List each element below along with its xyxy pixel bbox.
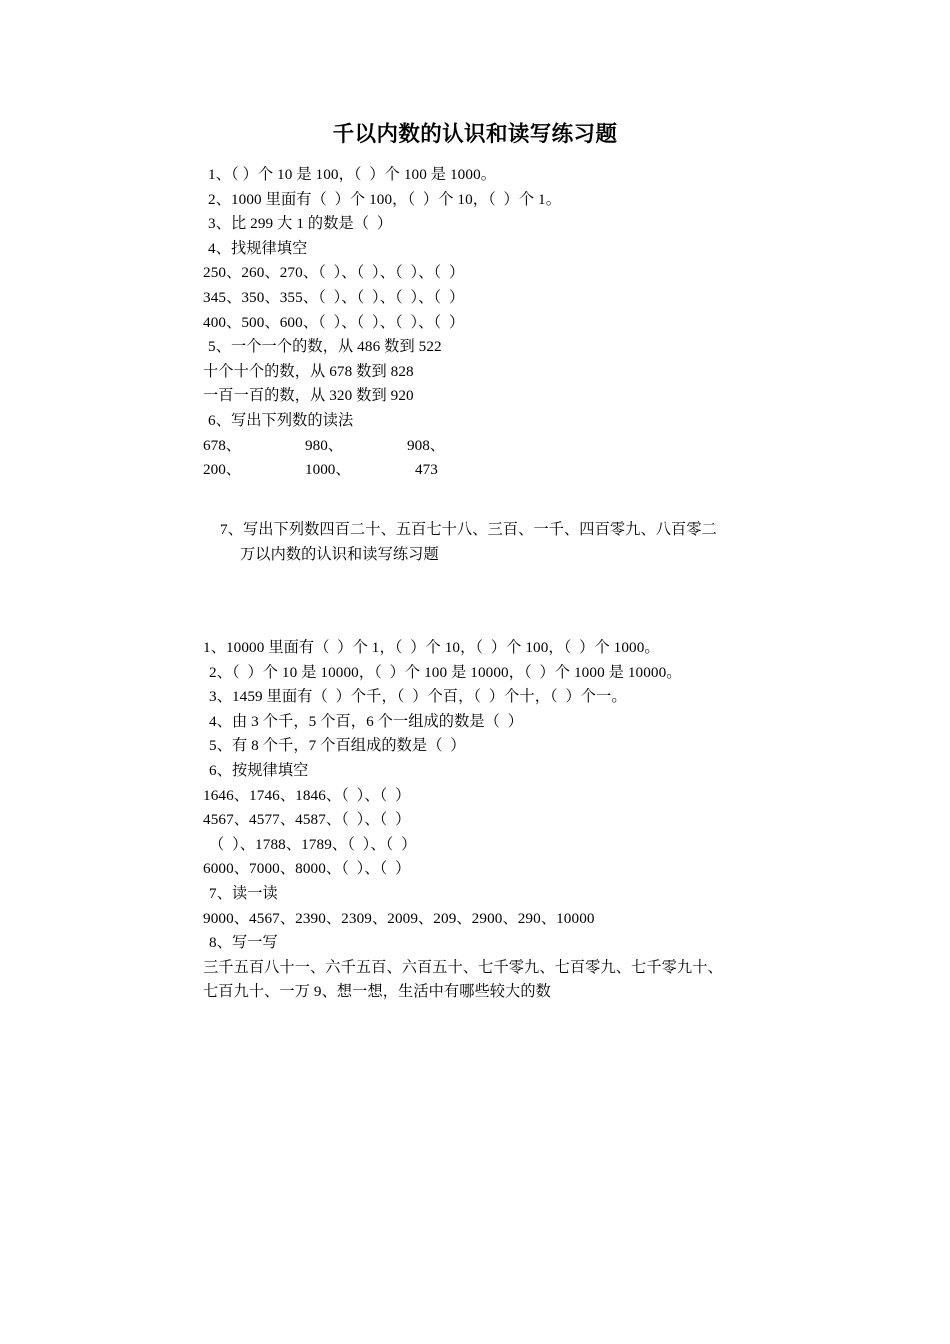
question-6-row-1-col-a: 678、 xyxy=(203,436,241,454)
question-5: 5、一个一个的数，从 486 数到 522 xyxy=(208,338,442,356)
part-two-question-6-row-4: 6000、7000、8000、（ ）、（ ） xyxy=(203,860,411,878)
question-4: 4、找规律填空 xyxy=(208,239,308,257)
part-two-question-4: 4、由 3 个千，5 个百，6 个一组成的数是（ ） xyxy=(209,712,524,730)
page-title: 千以内数的认识和读写练习题 xyxy=(332,122,618,148)
question-6-row-1-col-b: 980、 xyxy=(305,436,343,454)
part-two-question-7-row-1: 9000、4567、2390、2309、2009、209、2900、290、10000 xyxy=(203,909,595,927)
question-4-row-1: 250、260、270、（ ）、（ ）、（ ）、（ ） xyxy=(203,264,465,282)
question-3: 3、比 299 大 1 的数是（ ） xyxy=(208,215,393,233)
question-7-line-2: 万以内数的认识和读写练习题 xyxy=(240,545,439,563)
question-6-row-2-col-c: 473 xyxy=(415,461,438,479)
part-one-section xyxy=(203,163,908,483)
question-4-row-3: 400、500、600、（ ）、（ ）、（ ）、（ ） xyxy=(203,313,465,331)
part-two-question-1: 1、10000 里面有（ ）个 1，（ ）个 10，（ ）个 100，（ ）个 1000。 xyxy=(203,639,660,656)
question-2: 2、1000 里面有（ ）个 100，（ ）个 10，（ ）个 1。 xyxy=(208,190,561,208)
question-6: 6、写出下列数的读法 xyxy=(208,411,354,429)
question-6-row-2 xyxy=(203,458,908,483)
question-1: 1、（ ）个 10 是 100，（ ）个 100 是 1000。 xyxy=(208,166,497,183)
part-two-question-6-row-3: （ ）、1788、1789、（ ）、（ ） xyxy=(209,835,417,853)
question-6-row-2-col-b: 1000、 xyxy=(305,461,351,479)
question-5-row-2: 十个十个的数，从 678 数到 828 xyxy=(203,362,414,380)
part-one-question-7 xyxy=(208,518,908,567)
question-4-row-2: 345、350、355、（ ）、（ ）、（ ）、（ ） xyxy=(203,288,465,306)
part-two-question-8: 8、写一写 xyxy=(209,934,278,952)
part-two-question-8-row-2: 七百九十、一万 9、想一想，生活中有哪些较大的数 xyxy=(203,983,551,1001)
part-two-question-8-row-1: 三千五百八十一、六千五百、六百五十、七千零九、七百零九、七千零九十、 xyxy=(203,958,723,976)
part-two-question-3: 3、1459 里面有（ ）个千，（ ）个百，（ ）个十，（ ）个一。 xyxy=(209,688,627,706)
part-two-question-7: 7、读一读 xyxy=(209,884,278,902)
part-two-question-2: 2、（ ）个 10 是 10000，（ ）个 100 是 10000，（ ）个 1000 是 10000。 xyxy=(209,663,682,681)
part-two-question-6: 6、按规律填空 xyxy=(209,761,309,779)
part-two-question-6-row-2: 4567、4577、4587、（ ）、（ ） xyxy=(203,811,411,829)
question-6-row-1 xyxy=(203,434,908,459)
question-6-row-2-col-a: 200、 xyxy=(203,461,241,479)
part-two-question-5: 5、有 8 个千，7 个百组成的数是（ ） xyxy=(209,737,466,755)
part-two-question-6-row-1: 1646、1746、1846、（ ）、（ ） xyxy=(203,786,411,804)
part-two-section xyxy=(203,636,903,1005)
question-7-paragraph xyxy=(208,518,802,567)
question-7-line-1: 7、写出下列数四百二十、五百七十八、三百、一千、四百零九、八百零二 xyxy=(220,521,717,538)
question-5-row-3: 一百一百的数，从 320 数到 920 xyxy=(203,387,414,405)
question-6-row-1-col-c: 908、 xyxy=(407,436,445,454)
